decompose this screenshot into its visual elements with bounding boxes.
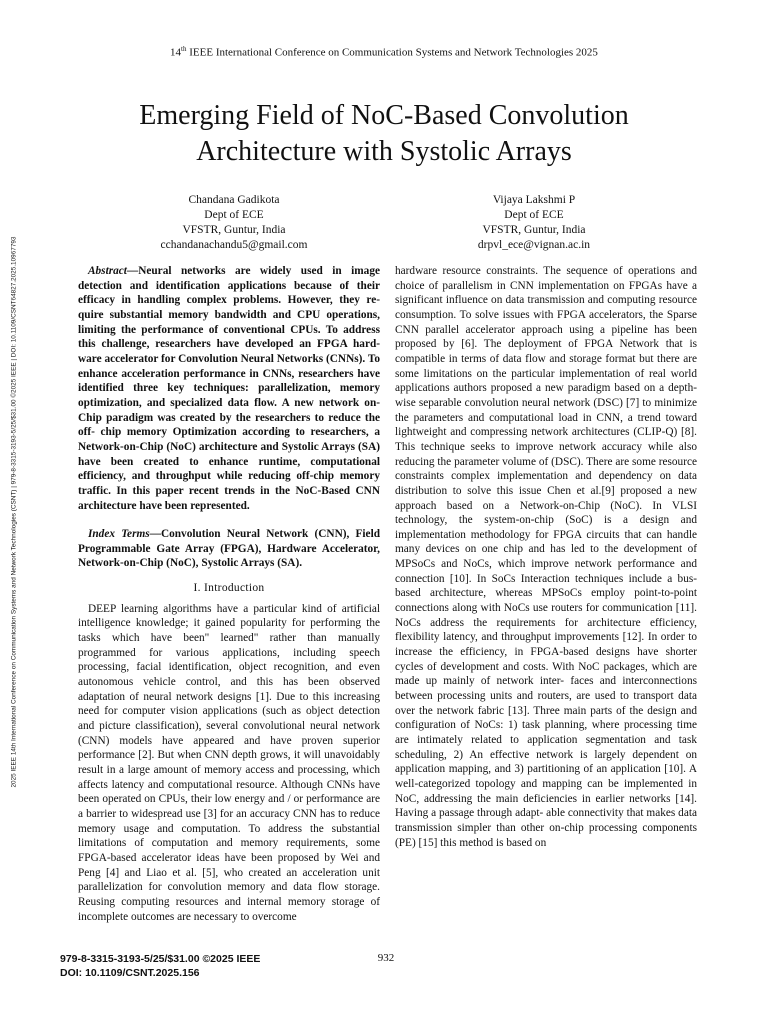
intro-paragraph-left: DEEP learning algorithms have a particular kind of artificial intelligence knowledge; it gained popularity for performing the tasks which have been" learned" rather than manually programmed for various applications, including speech processing, facial identification, object recognition, and even autonomous vehicle control, and this has been observed adaptation of neural network designs [1]. Due to this increasing need for computer vision applications (such as object detection and picture classification), several convolutional neural network (CNN) models have appeared and have proven superior performance [2]. But when CNN depth grows, it will unavoidably result in a large amount of memory access and processing, which affects latency and computational resource. Although CNNs have been operated on CPUs, their low energy and / or performance are a barrier to widespread use [3] for an accuracy CNN has to reduce memory usage and computation. To address the substantial limitations of computation and memory requirements, some FPGA-based accelerator ideas have been proposed by Wei and Peng [4] and Liao et al. [5], who created an acceleration unit parallelization for convolution memory and data flow storage. Reusing computing resources and internal memory storage of incomplete outcomes are necessary to overcome xyxy=(78,602,380,923)
abstract-label: Abstract xyxy=(88,265,127,277)
conference-number: 14 xyxy=(170,46,182,59)
index-terms-dash: — xyxy=(149,528,161,541)
author-affiliation: VFSTR, Guntur, India xyxy=(182,224,286,236)
intro-paragraph-right: hardware resource constraints. The sequence of operations and choice of parallelism in CNN implementation on FPGAs have a significant influence on data transmission and computing resource consumption. To solve issues with FPGA accelerators, the Sparse CNN parallel accelerator approach using a pipeline has been proposed by [6]. The deployment of FPGA Network that is compatible in terms of data flow and storage format but there are some limitations on the particular implementation of real world applications authors proposed a new paradigm based on a depth-wise separable convolution neural network (DSC) [7] to minimize the parameters and computational load in CNN, a trend toward lightweight and compressing network architectures (CLIP-Q) [8]. This technique seeks to improve network accuracy while also reducing the parameter volume of (DSC). There are some resource constraints complex implementation and dependency on data distribution to solve this issue Chen et al.[9] proposed a new approach based on a Network-on-Chip (NoC). In VLSI technology, the system-on-chip (SoC) is a design and implementation methodology for FPGA circuits that can handle many devices on one chip and has led to the development of MPSoCs and NoCs, which improve network performance and connection [10]. In SoCs Interaction techniques include a bus-based architecture, whereas MPSoCs employ point-to-point connections along with NoCs use routers for communication [11]. NoCs address the requirements for architecture efficiency, flexibility latency, and throughput improvements [12]. In order to increase the efficiency, in FPGA-based designs have shorter cycles of development and costs. With NoC packages, which are made up mainly of network inter- faces and interconnections between processing units and routers, are used to transport data over the network fabric [13]. Three main parts of the design and configuration of NoCs: 1) task planning, where processing time are intimately related to application segmentation and task scheduling, 2) An effective network is largely dependent on application mapping, and 3) partitioning of an application [10]. A well-categorized topology and mapping can be implemented in NoC, addressing the main deficiencies in earlier networks [14]. Having a passage through adapt- able connectivity that makes data transmission simpler than other on-chip processing components (PE) [15] this method is based on xyxy=(395,265,697,849)
author-dept: Dept of ECE xyxy=(504,209,564,221)
author-block-1 xyxy=(124,193,344,253)
section-heading-introduction: I. Introduction xyxy=(193,582,265,595)
abstract xyxy=(78,264,380,513)
footer-doi: DOI: 10.1109/CSNT.2025.156 xyxy=(60,967,200,979)
author-affiliation: VFSTR, Guntur, India xyxy=(482,224,586,236)
conference-name: IEEE International Conference on Communication Systems and Network Technologies 2025 xyxy=(186,46,598,59)
conference-header xyxy=(0,45,768,59)
title-line-2: Architecture with Systolic Arrays xyxy=(196,136,572,167)
author-dept: Dept of ECE xyxy=(204,209,264,221)
author-block-2 xyxy=(424,193,644,253)
index-terms xyxy=(78,527,380,571)
author-name: Chandana Gadikota xyxy=(188,194,280,206)
footer-isbn: 979-8-3315-3193-5/25/$31.00 ©2025 IEEE xyxy=(60,953,261,965)
index-terms-label: Index Terms xyxy=(88,528,150,541)
index-terms-text: Convolution Neural Network (CNN), Field Programmable Gate Array (FPGA), Hardware Accelerator, Network-on-Chip (NoC), Systolic Arrays (SA). xyxy=(78,528,380,570)
abstract-text: Neural networks are widely used in image detection and identification applications because of their efficacy in handling complex problems. However, they re- quire substantial memory bandwidth and CPU operations, limiting the performance of conventional CPUs. To address this challenge, researchers have developed an FPGA hard- ware accelerator for Convolution Neural Networks (CNNs). To enhance acceleration performance in CNNs, researchers have identified three key techniques: parallelization, memory optimization, and specialized data flow. A new network on- Chip paradigm was created by the researchers to reduce the off- chip memory Optimization according to researchers, a Network-on-Chip (NoC) architecture and Systolic Arrays (SA) have been created to enhance runtime, computational efficiency, and throughput while reducing off-chip memory traffic. In this paper recent trends in the NoC-Based CNN architecture have been represented. xyxy=(78,265,380,512)
left-column xyxy=(78,264,380,924)
author-name: Vijaya Lakshmi P xyxy=(492,194,576,206)
paper-title xyxy=(0,98,768,170)
title-line-1: Emerging Field of NoC-Based Convolution xyxy=(139,100,629,131)
page-number: 932 xyxy=(377,952,395,964)
author-email: cchandanachandu5@gmail.com xyxy=(160,239,308,251)
abstract-dash: — xyxy=(126,265,139,277)
footer xyxy=(60,952,260,980)
conference-ordinal: th xyxy=(181,45,187,53)
right-column xyxy=(395,264,697,850)
sidebar-citation: 2025 IEEE 14th International Conference on Communication Systems and Network Technologies (CSNT) | 979-8-3315-3193-5/25/$31.00 ©2025 IEEE | DOI: 10.1109/CSNT64827.2025.10967793 xyxy=(10,236,18,788)
author-email: drpvl_ece@vignan.ac.in xyxy=(477,239,591,251)
